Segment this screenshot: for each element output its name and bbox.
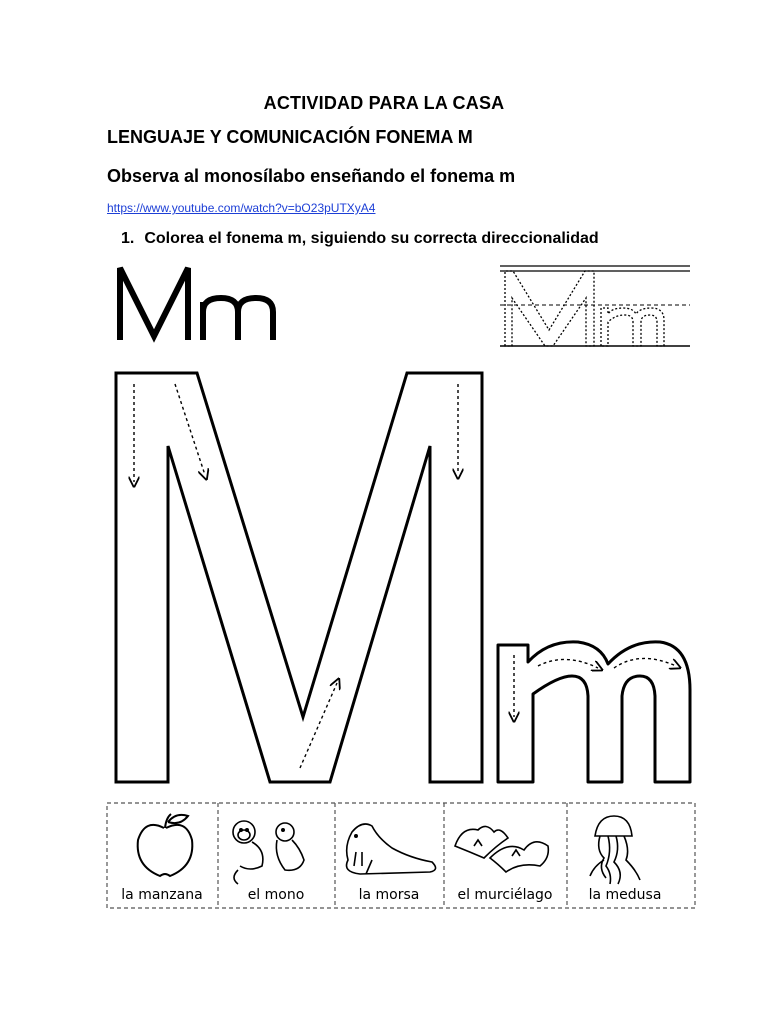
monkey-icon [233,821,304,884]
small-mm-letters [120,268,273,340]
page-title: ACTIVIDAD PARA LA CASA [263,93,505,113]
big-capital-m [116,373,482,782]
small-lower-m [203,298,273,340]
jellyfish-icon [590,816,640,884]
picture-label-apple: la manzana [121,887,203,903]
big-lower-m [498,642,690,782]
picture-label-walrus: la morsa [358,887,420,903]
small-capital-m [120,268,188,340]
picture-label-bat: el murciélago [457,887,553,903]
page-subtitle: LENGUAJE Y COMUNICACIÓN FONEMA M [107,127,473,147]
walrus-icon [347,824,436,874]
instruction-text: Observa al monosílabo enseñando el fonema m [107,166,516,186]
bat-icon [455,826,548,872]
picture-label-monkey: el mono [247,887,305,903]
tracing-mm [500,266,690,346]
picture-label-jellyfish: la medusa [588,887,662,903]
task-text: Colorea el fonema m, siguiendo su correcta direccionalidad [144,230,599,247]
youtube-link[interactable]: https://www.youtube.com/watch?v=bO23pUTXyA4 [107,201,376,215]
apple-icon [138,814,193,876]
task-number: 1. [121,230,135,247]
